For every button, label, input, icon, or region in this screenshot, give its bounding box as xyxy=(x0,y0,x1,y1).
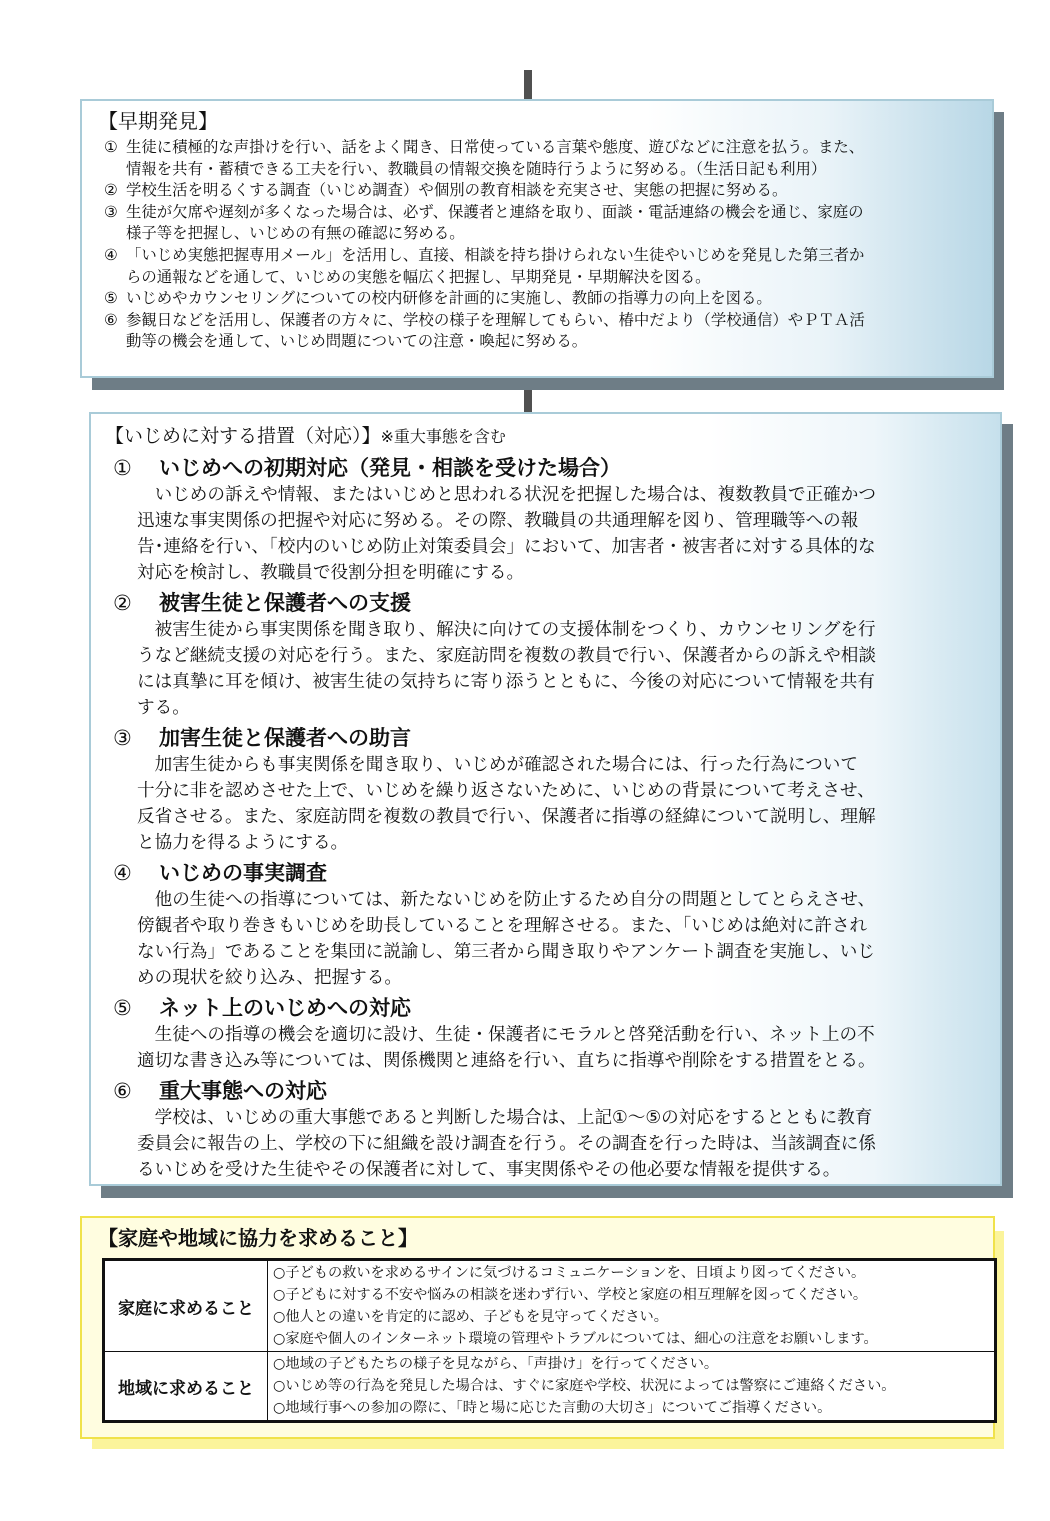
cooperation-request-line: ○子どもに対する不安や悩みの相談を迷わず行い、学校と家庭の相互理解を図ってください。 xyxy=(273,1287,868,1303)
early-detection-list xyxy=(98,137,978,353)
measure-body-line: 被害生徒から事実関係を聞き取り、解決に向けての支援体制をつくり、カウンセリングを行 xyxy=(137,620,876,640)
cooperation-row xyxy=(104,1260,996,1352)
measure-body-line: 学校は、いじめの重大事態であると判断した場合は、上記①～⑤の対応をするとともに教育 xyxy=(137,1108,873,1128)
item-text-line: 生徒に積極的な声掛けを行い、話をよく聞き、日常使っている言葉や態度、遊びなどに注意を払う。また、 xyxy=(126,138,865,156)
connector-top xyxy=(524,70,532,101)
measure-body-line: るいじめを受けた生徒やその保護者に対して、事実関係やその他必要な情報を提供する。 xyxy=(137,1160,841,1180)
measure-heading-text: 加害生徒と保護者への助言 xyxy=(159,726,411,750)
early-detection-box xyxy=(80,99,994,378)
item-text-line: 「いじめ実態把握専用メール」を活用し、直接、相談を持ち掛けられない生徒やいじめを発見した第三者か xyxy=(126,245,865,264)
measure-heading-text: いじめの事実調査 xyxy=(159,861,327,885)
measure-body-line: する。 xyxy=(137,698,190,718)
measure-body-line: 十分に非を認めさせた上で、いじめを繰り返さないために、いじめの背景について考えさせ、 xyxy=(137,781,875,801)
measure-heading-text: いじめへの初期対応（発見・相談を受けた場合） xyxy=(159,456,621,480)
measure-body-line: 他の生徒への指導については、新たないじめを防止するため自分の問題としてとらえさせ、 xyxy=(137,890,876,910)
item-number: ① xyxy=(104,138,118,156)
cooperation-request-line: ○他人との違いを肯定的に認め、子どもを見守ってください。 xyxy=(273,1309,668,1325)
measure-body-line: 傍観者や取り巻きもいじめを助長していることを理解させる。また、「いじめは絶対に許され xyxy=(137,916,868,936)
item-text-line: 生徒が欠席や遅刻が多くなった場合は、必ず、保護者と連絡を取り、面談・電話連絡の機会を通じ、家庭の xyxy=(126,202,864,221)
measure-section xyxy=(105,995,988,1074)
measure-number: ⑤ xyxy=(113,996,132,1020)
item-number: ④ xyxy=(104,245,118,264)
item-number: ⑤ xyxy=(104,289,118,308)
item-number: ② xyxy=(104,181,118,200)
early-detection-item xyxy=(98,310,978,353)
cooperation-request-line: ○家庭や個人のインターネット環境の管理やトラブルについては、細心の注意をお願いします。 xyxy=(273,1331,878,1347)
cooperation-request-line: ○いじめ等の行為を発見した場合は、すぐに家庭や学校、状況によっては警察にご連絡ください。 xyxy=(273,1378,896,1394)
measure-section xyxy=(105,860,988,991)
measure-body-line: うなど継続支援の対応を行う。また、家庭訪問を複数の教員で行い、保護者からの訴えや相談 xyxy=(137,646,876,666)
measure-number: ④ xyxy=(113,861,132,885)
measure-body-line: 委員会に報告の上、学校の下に組織を設け調査を行う。その調査を行った時は、当該調査に係 xyxy=(137,1134,876,1154)
measure-body-line: 生徒への指導の機会を適切に設け、生徒・保護者にモラルと啓発活動を行い、ネット上の不 xyxy=(137,1025,875,1045)
measure-body-line: めの現状を絞り込み、把握する。 xyxy=(137,968,402,988)
measure-heading-text: ネット上のいじめへの対応 xyxy=(159,996,411,1020)
early-detection-item xyxy=(98,180,978,202)
measure-heading xyxy=(105,725,988,752)
cooperation-table xyxy=(102,1258,997,1423)
item-text-line: 参観日などを活用し、保護者の方々に、学校の様子を理解してもらい、椿中だより（学校通信）やＰＴＡ活 xyxy=(126,310,865,329)
early-detection-item xyxy=(98,202,978,245)
measure-section xyxy=(105,725,988,856)
item-number: ⑥ xyxy=(104,310,118,329)
cooperation-request-line: ○子どもの救いを求めるサインに気づけるコミュニケーションを、日頃より図ってください。 xyxy=(273,1265,866,1281)
cooperation-row xyxy=(104,1352,996,1422)
early-detection-item xyxy=(98,288,978,310)
measure-number: ① xyxy=(113,456,132,480)
measure-body-line: には真摯に耳を傾け、被害生徒の気持ちに寄り添うとともに、今後の対応について情報を共有 xyxy=(137,672,875,692)
early-detection-item xyxy=(98,245,978,288)
measure-number: ③ xyxy=(113,726,132,750)
measure-heading xyxy=(105,590,988,617)
measures-note: ※重大事態を含む xyxy=(380,427,506,446)
early-detection-title: 【早期発見】 xyxy=(98,109,218,133)
item-text-line: らの通報などを通して、いじめの実態を幅広く把握し、早期発見・早期解決を図る。 xyxy=(126,267,711,286)
measures-title-row xyxy=(105,422,988,451)
measure-body-line: 反省させる。また、家庭訪問を複数の教員で行い、保護者に指導の経緯について説明し、理解 xyxy=(137,807,876,827)
measure-heading-text: 重大事態への対応 xyxy=(159,1079,327,1103)
measure-section xyxy=(105,1078,988,1183)
item-number: ③ xyxy=(104,202,118,221)
item-text-line: 情報を共有・蓄積できる工夫を行い、教職員の情報交換を随時行うように努める。（生活日記も利用） xyxy=(126,159,827,178)
early-detection-item xyxy=(98,137,978,180)
measures-sections xyxy=(105,455,988,1183)
measure-body-line: 加害生徒からも事実関係を聞き取り、いじめが確認された場合には、行った行為について xyxy=(137,755,858,775)
item-text-line: 様子等を把握し、いじめの有無の確認に努める。 xyxy=(126,224,465,243)
item-text-line: 学校生活を明るくする調査（いじめ調査）や個別の教育相談を充実させ、実態の把握に努める。 xyxy=(126,181,788,200)
measure-number: ② xyxy=(113,591,132,615)
cooperation-row-content xyxy=(268,1352,996,1422)
item-text-line: いじめやカウンセリングについての校内研修を計画的に実施し、教師の指導力の向上を図る。 xyxy=(126,289,772,308)
measure-heading xyxy=(105,1078,988,1105)
measure-heading xyxy=(105,860,988,887)
measure-body-line: 告･連絡を行い、「校内のいじめ防止対策委員会」において、加害者・被害者に対する具体的な xyxy=(137,537,876,557)
measure-body-line: 対応を検討し、教職員で役割分担を明確にする。 xyxy=(137,563,525,583)
measures-box xyxy=(89,412,1002,1186)
measure-section xyxy=(105,455,988,586)
measure-body-line: 迅速な事実関係の把握や対応に努める。その際、教職員の共通理解を図り、管理職等への報 xyxy=(137,511,859,531)
measure-section xyxy=(105,590,988,721)
measure-body-line: 適切な書き込み等については、関係機関と連絡を行い、直ちに指導や削除をする措置をとる。 xyxy=(137,1051,876,1071)
measure-body-line: と協力を得るようにする。 xyxy=(137,833,349,853)
cooperation-box xyxy=(80,1216,995,1439)
cooperation-row-content xyxy=(268,1260,996,1352)
cooperation-request-line: ○地域行事への参加の際に、「時と場に応じた言動の大切さ」についてご指導ください。 xyxy=(273,1400,832,1416)
item-text-line: 動等の機会を通して、いじめ問題についての注意・喚起に努める。 xyxy=(126,332,588,351)
cooperation-row-label: 家庭に求めること xyxy=(104,1260,268,1352)
measure-heading-text: 被害生徒と保護者への支援 xyxy=(159,591,411,615)
measure-number: ⑥ xyxy=(113,1079,132,1103)
measure-heading xyxy=(105,995,988,1022)
measure-body-line: ない行為」であることを集団に説諭し、第三者から聞き取りやアンケート調査を実施し、いじ xyxy=(137,942,875,962)
cooperation-request-line: ○地域の子どもたちの様子を見ながら、「声掛け」を行ってください。 xyxy=(273,1356,719,1372)
measure-heading xyxy=(105,455,988,482)
measures-title: 【いじめに対する措置（対応）】 xyxy=(105,425,381,447)
cooperation-row-label: 地域に求めること xyxy=(104,1352,268,1422)
measure-body-line: いじめの訴えや情報、またはいじめと思われる状況を把握した場合は、複数教員で正確かつ xyxy=(137,485,876,505)
cooperation-title: 【家庭や地域に協力を求めること】 xyxy=(98,1226,418,1250)
